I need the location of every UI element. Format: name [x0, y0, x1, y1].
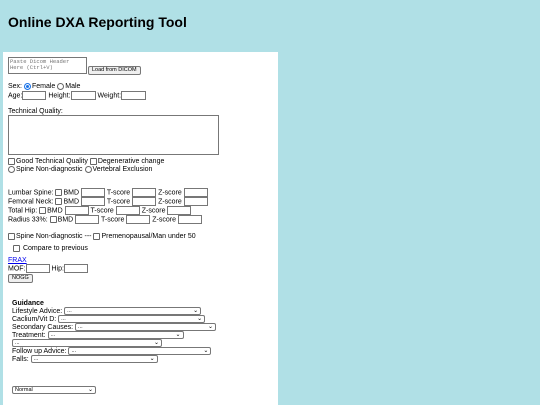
follow-up-label: Follow up Advice:: [12, 348, 67, 355]
falls-label: Falls:: [12, 356, 29, 363]
premenopausal-checkbox[interactable]: [93, 233, 100, 240]
secondary-causes-select[interactable]: ... ⌄: [75, 323, 216, 331]
chevron-down-icon: ⌄: [208, 324, 214, 331]
falls-row: [12, 355, 158, 364]
chevron-down-icon: ⌄: [193, 308, 199, 315]
frax-row: [8, 264, 88, 273]
chevron-down-icon: ⌄: [197, 316, 203, 323]
radius-label: Radius 33%:: [8, 216, 48, 224]
lumbar-spine-tscore-input[interactable]: [132, 188, 156, 197]
radius-bmd-input[interactable]: [75, 215, 99, 224]
zscore-label: Z-score: [158, 198, 182, 206]
tscore-label: T-score: [106, 189, 131, 197]
radius-tscore-input[interactable]: [126, 215, 150, 224]
age-input[interactable]: [22, 91, 46, 100]
femoral-neck-checkbox[interactable]: [55, 198, 62, 205]
weight-label: Weight:: [97, 92, 122, 100]
technical-options-row-2: [8, 165, 152, 174]
zscore-label: Z-score: [152, 216, 176, 224]
degenerative-change-checkbox[interactable]: [90, 158, 97, 165]
lumbar-spine-row: [8, 188, 208, 197]
bmd-label: BMD: [63, 189, 80, 197]
compare-to-previous-label: Compare to previous: [22, 245, 88, 252]
total-hip-zscore-input[interactable]: [167, 206, 191, 215]
age-label: Age:: [8, 92, 23, 100]
report-type-select[interactable]: Normal ⌄: [12, 386, 96, 394]
hip-input[interactable]: [64, 264, 88, 273]
lifestyle-advice-select[interactable]: ... ⌄: [64, 307, 201, 315]
chevron-down-icon: ⌄: [175, 332, 181, 339]
lumbar-spine-zscore-input[interactable]: [184, 188, 208, 197]
premenopausal-label: Premenopausal/Man under 50: [101, 233, 196, 240]
tscore-label: T-score: [101, 216, 125, 224]
bmd-label: BMD: [57, 216, 74, 224]
tscore-label: T-score: [90, 207, 114, 215]
follow-up-select[interactable]: ... ⌄: [68, 347, 211, 355]
spine-non-diagnostic-label: Spine Non-diagnostic: [16, 166, 83, 173]
frax-link-text[interactable]: FRAX: [8, 257, 27, 264]
flags-row: [8, 232, 196, 241]
mof-label: MOF:: [8, 265, 26, 273]
total-hip-tscore-input[interactable]: [116, 206, 140, 215]
dicom-header-textarea[interactable]: [8, 57, 87, 74]
female-radio[interactable]: [24, 83, 31, 90]
radius-row: [8, 215, 202, 224]
weight-input[interactable]: [121, 91, 146, 100]
mof-input[interactable]: [26, 264, 50, 273]
report-form-panel: [3, 52, 278, 405]
load-from-dicom-button[interactable]: Load from DICOM: [88, 66, 141, 75]
technical-quality-label: Technical Quality:: [8, 108, 63, 115]
total-hip-bmd-input[interactable]: [65, 206, 89, 215]
report-type-row: [12, 386, 96, 395]
treatment-select[interactable]: ... ⌄: [48, 331, 184, 339]
spine-non-diagnostic-radio[interactable]: [8, 166, 15, 173]
falls-select[interactable]: ... ⌄: [31, 355, 158, 363]
bmd-label: BMD: [47, 207, 63, 215]
femoral-neck-row: [8, 197, 208, 206]
male-label: Male: [65, 83, 81, 90]
chevron-down-icon: ⌄: [87, 387, 93, 394]
degenerative-change-label: Degenerative change: [97, 158, 165, 165]
good-technical-quality-label: Good Technical Quality: [16, 158, 88, 165]
calcium-vitd-select[interactable]: ... ⌄: [58, 315, 205, 323]
age-height-weight-row: [8, 91, 146, 100]
female-label: Female: [31, 83, 56, 90]
height-label: Height:: [48, 92, 71, 100]
hip-label: Hip:: [51, 265, 64, 273]
spine-non-diagnostic-flag-label: Spine Non-diagnostic ---: [16, 233, 92, 240]
radius-checkbox[interactable]: [50, 216, 57, 223]
calcium-vitd-label: Caclium/Vit D:: [12, 316, 57, 323]
radius-zscore-input[interactable]: [178, 215, 202, 224]
height-input[interactable]: [71, 91, 96, 100]
lumbar-spine-checkbox[interactable]: [55, 189, 62, 196]
secondary-causes-label: Secondary Causes:: [12, 324, 74, 331]
treatment-label: Treatment:: [12, 332, 46, 339]
femoral-neck-tscore-input[interactable]: [132, 197, 156, 206]
vertebral-exclusion-label: Vertebral Exclusion: [92, 166, 153, 173]
vertebral-exclusion-radio[interactable]: [85, 166, 92, 173]
chevron-down-icon: ⌄: [203, 348, 209, 355]
tscore-label: T-score: [106, 198, 131, 206]
sex-row: [8, 82, 80, 91]
good-technical-quality-checkbox[interactable]: [8, 158, 15, 165]
zscore-label: Z-score: [141, 207, 166, 215]
male-radio[interactable]: [57, 83, 64, 90]
treatment-extra-select[interactable]: ... ⌄: [12, 339, 162, 347]
chevron-down-icon: ⌄: [153, 340, 159, 347]
compare-row: [13, 244, 88, 253]
total-hip-label: Total Hip:: [8, 207, 38, 215]
sex-label: Sex:: [8, 83, 23, 90]
spine-non-diagnostic-checkbox[interactable]: [8, 233, 15, 240]
lumbar-spine-bmd-input[interactable]: [81, 188, 105, 197]
femoral-neck-label: Femoral Neck:: [8, 198, 54, 206]
page-title: Online DXA Reporting Tool: [8, 14, 187, 30]
femoral-neck-bmd-input[interactable]: [81, 197, 105, 206]
bmd-label: BMD: [63, 198, 80, 206]
lumbar-spine-label: Lumbar Spine:: [8, 189, 54, 197]
lifestyle-advice-label: Lifestyle Advice:: [12, 308, 63, 315]
nogg-button[interactable]: NOGG: [8, 274, 33, 283]
technical-quality-textarea[interactable]: [8, 115, 219, 155]
zscore-label: Z-score: [158, 189, 182, 197]
chevron-down-icon: ⌄: [149, 356, 155, 363]
femoral-neck-zscore-input[interactable]: [184, 197, 208, 206]
compare-to-previous-checkbox[interactable]: [13, 245, 20, 252]
total-hip-row: [8, 206, 191, 215]
guidance-heading: Guidance: [12, 300, 44, 307]
total-hip-checkbox[interactable]: [39, 207, 46, 214]
